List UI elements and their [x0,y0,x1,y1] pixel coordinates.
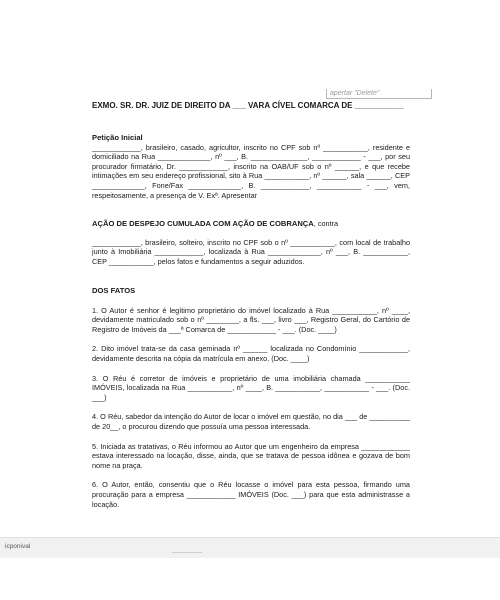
petition-block [92,133,410,200]
action-title-line [92,219,410,229]
fact-item-1: 1. O Autor é senhor é legítimo proprietário do imóvel localizado à Rua ___________, nº ____, devidamente matriculado sob o nº ________, a fls. ___, livro ___, Registro Geral, do Cartório de Registro de Imóveis da ___ª Comarca de ____________ - ___. (Doc. ____) [92,305,410,334]
fact-item-5: 5. Iniciada as tratativas, o Réu informou ao Autor que um engenheiro da empresa ____________ estava interessado na locação, disse, ainda, que se tratava de pessoa idônea e gozava de bom nome na praça. [92,441,410,470]
delete-hint-label: apertar "Delete" [326,89,432,99]
action-block [92,219,410,266]
petition-text: ____________, brasileiro, casado, agricultor, inscrito no CPF sob nº ___________, residente e domiciliado na Rua _____________, nº ___, B. ______________, ____________ - ___, por seu procurador firmatário, Dr. ____________, inscrito na OAB/UF sob o nº ______, e que recebe intimações em seu endereço profissional, sito à Rua ___________, nº ______, sala ______, CEP _____________, Fone/Fax _____________, B. ____________, ___________ - ___, vem, respeitosamente, a presença de V. Exª. Apresentar [92,142,410,200]
facts-block [92,286,410,509]
action-text: ____________, brasileiro, solteiro, inscrito no CPF sob o nº ___________, com local de trabalho junto à Imobiliária ____________, localizada à Rua _____________, nº ___, B. ___________, CEP ___________, pelos fatos e fundamentos a seguir aduzidos. [92,237,410,266]
footer-label: icponival [5,543,31,550]
facts-heading: DOS FATOS [92,286,136,295]
footer-divider [172,552,202,553]
fact-item-3: 3. O Réu é corretor de imóveis e proprietário de uma imobiliária chamada ___________ IMÓVEIS, localizada na Rua ___________, nº ____, B. ___________, ___________ - ___. (Doc. ___) [92,373,410,402]
fact-item-2: 2. Dito imóvel trata-se da casa geminada nº ______ localizada no Condomínio ____________, devidamente descrita na cópia da matrícula em anexo. (Doc. ____) [92,344,410,363]
footer-bar [0,537,500,558]
court-address: EXMO. SR. DR. JUIZ DE DIREITO DA ___ VARA CÍVEL COMARCA DE ___________ [92,101,404,110]
action-suffix: , contra [313,219,339,228]
petition-heading: Petição Inicial [92,133,143,142]
fact-item-6: 6. O Autor, então, consentiu que o Réu locasse o imóvel para esta pessoa, firmando uma procuração para a empresa ____________ IMÓVEIS (Doc. ___) para que esta administrasse a locação. [92,480,410,509]
fact-item-4: 4. O Réu, sabedor da intenção do Autor de locar o imóvel em questão, no dia ___ de __________ de 20__, o procurou dizendo que possuía uma pessoa interessada. [92,412,410,431]
action-title: AÇÃO DE DESPEJO CUMULADA COM AÇÃO DE COBRANÇA [92,219,314,228]
